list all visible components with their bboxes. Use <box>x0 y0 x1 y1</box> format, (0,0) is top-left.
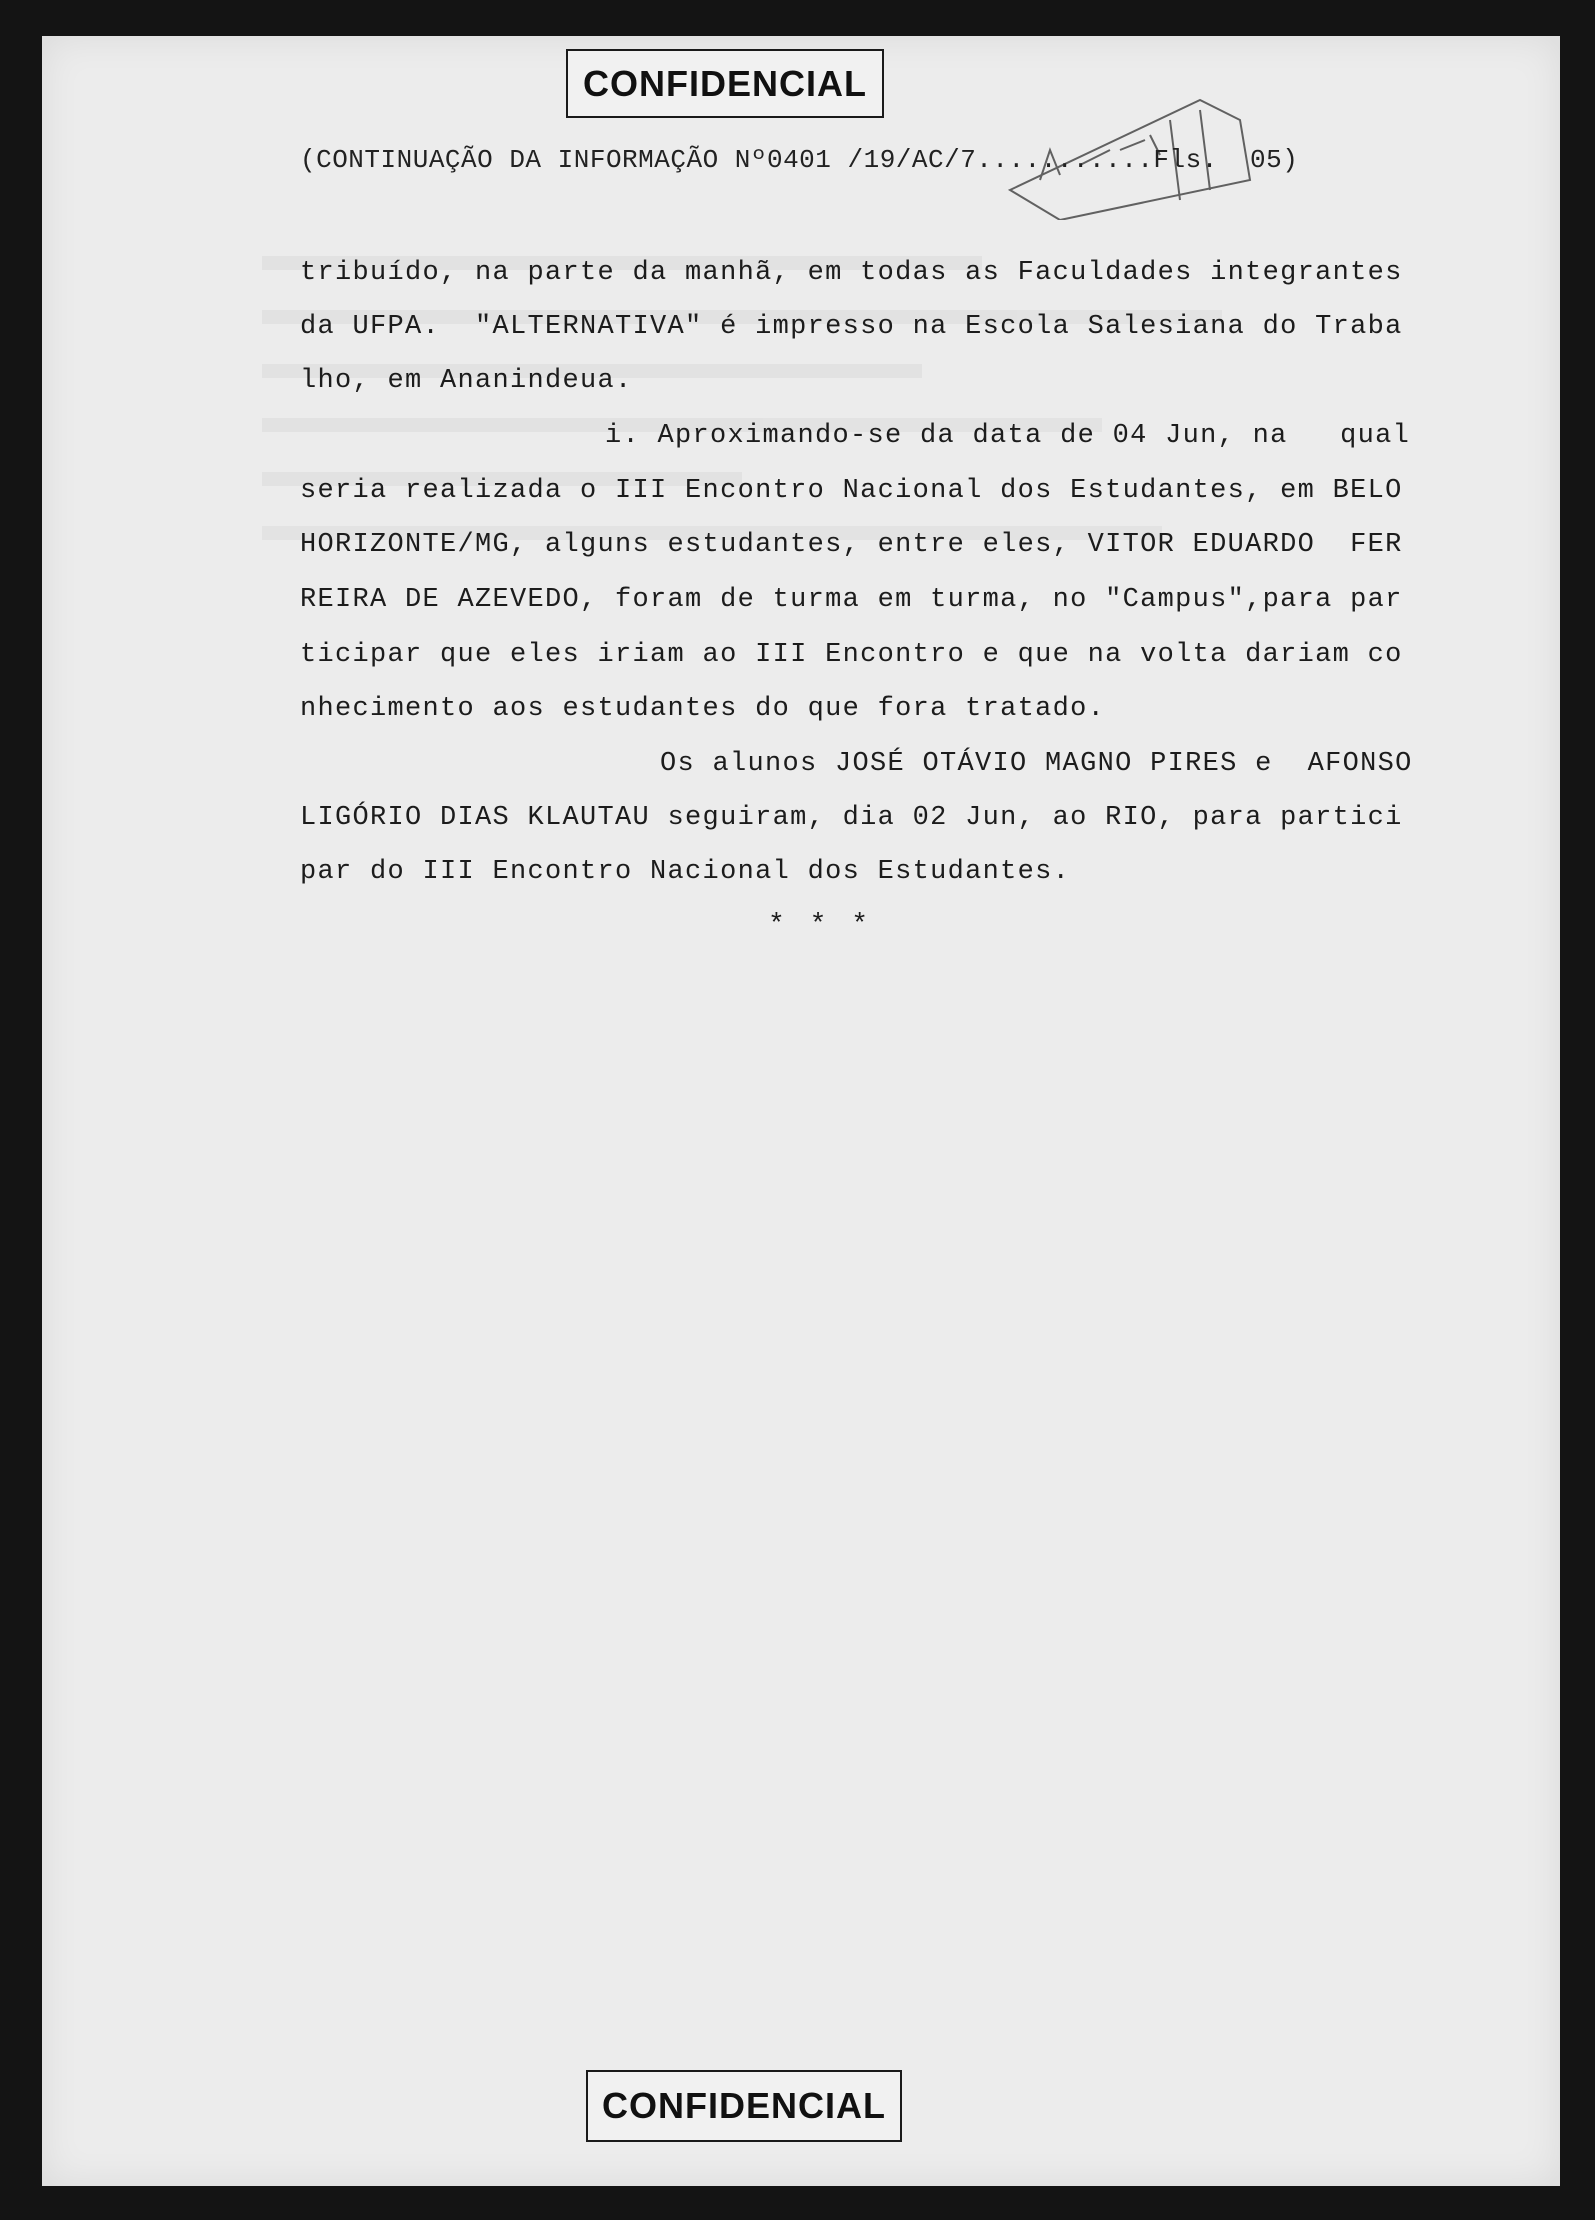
text-line-2: da UFPA. "ALTERNATIVA" é impresso na Escola Salesiana do Traba <box>300 312 1403 342</box>
text-line-5: seria realizada o III Encontro Nacional dos Estudantes, em BELO <box>300 476 1403 506</box>
continuation-header: (CONTINUAÇÃO DA INFORMAÇÃO Nº0401 /19/AC/7...........Fls. 05) <box>300 145 1299 175</box>
text-line-1: tribuído, na parte da manhã, em todas as Faculdades integrantes <box>300 258 1403 288</box>
end-mark: * * * <box>768 910 873 941</box>
text-line-3: lho, em Ananindeua. <box>300 366 633 396</box>
text-line-12: par do III Encontro Nacional dos Estudantes. <box>300 857 1071 887</box>
text-line-10: Os alunos JOSÉ OTÁVIO MAGNO PIRES e AFONSO <box>660 749 1413 779</box>
classification-stamp-bottom: CONFIDENCIAL <box>586 2070 902 2142</box>
text-line-11: LIGÓRIO DIAS KLAUTAU seguiram, dia 02 Jun, ao RIO, para partici <box>300 803 1403 833</box>
text-line-9: nhecimento aos estudantes do que fora tratado. <box>300 694 1106 724</box>
text-line-8: ticipar que eles iriam ao III Encontro e que na volta dariam co <box>300 640 1403 670</box>
classification-stamp-top: CONFIDENCIAL <box>566 49 884 118</box>
document-page <box>42 36 1560 2186</box>
text-line-4: i. Aproximando-se da data de 04 Jun, na qual <box>605 421 1411 451</box>
text-line-6: HORIZONTE/MG, alguns estudantes, entre eles, VITOR EDUARDO FER <box>300 530 1403 560</box>
text-line-7: REIRA DE AZEVEDO, foram de turma em turma, no "Campus",para par <box>300 585 1403 615</box>
